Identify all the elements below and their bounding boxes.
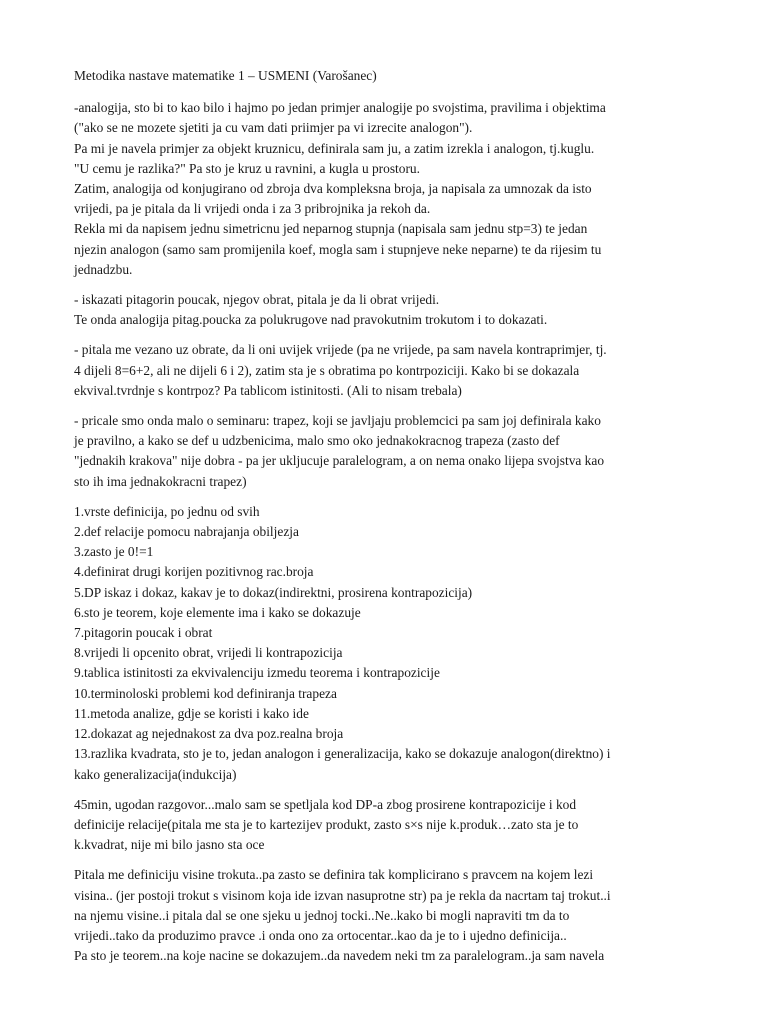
text-line: ekvival.tvrdnje s kontrpoz? Pa tablicom istinitosti. (Ali to nisam trebala): [74, 382, 462, 398]
list-item: 13.razlika kvadrata, sto je to, jedan analogon i generalizacija, kako se dokazuje analogon(direktno) i: [74, 746, 611, 762]
list-item: 12.dokazat ag nejednakost za dva poz.realna broja: [74, 726, 344, 742]
list-item: 9.tablica istinitosti za ekvivalenciju izmedu teorema i kontrapozicije: [74, 665, 440, 681]
text-line: njezin analogon (samo sam promijenila koef, mogla sam i stupnjeve neke neparne) te da rijesim tu: [74, 241, 602, 257]
list-item: 4.definirat drugi korijen pozitivnog rac.broja: [74, 564, 314, 580]
list-item: kako generalizacija(indukcija): [74, 766, 237, 782]
text-line: - iskazati pitagorin poucak, njegov obrat, pitala je da li obrat vrijedi.: [74, 292, 440, 308]
list-item: 7.pitagorin poucak i obrat: [74, 625, 213, 641]
list-item: 6.sto je teorem, koje elemente ima i kako se dokazuje: [74, 604, 361, 620]
text-line: 4 dijeli 8=6+2, ali ne dijeli 6 i 2), zatim sta je s obratima po kontrpoziciji. Kako bi se dokazala: [74, 362, 580, 378]
text-line: sto ih ima jednakokracni trapez): [74, 473, 247, 489]
list-item: 8.vrijedi li opcenito obrat, vrijedi li kontrapozicija: [74, 645, 343, 661]
list-item: 3.zasto je 0!=1: [74, 544, 154, 560]
text-line: "jednakih krakova" nije dobra - pa jer ukljucuje paralelogram, a on nema onako lijepa svojstva kao: [74, 453, 605, 469]
document-page: [74, 66, 696, 976]
question-list: [74, 502, 696, 785]
document-title: Metodika nastave matematike 1 – USMENI (Varošanec): [74, 68, 377, 83]
paragraph-analogija: [74, 98, 696, 280]
text-line: Zatim, analogija od konjugirano od zbroja dva kompleksna broja, ja napisala za umnozak da isto: [74, 181, 592, 197]
text-line: Pa mi je navela primjer za objekt kruznicu, definirala sam ju, a zatim izrekla i analogon, tj.kuglu.: [74, 140, 595, 156]
paragraph-45min: [74, 795, 696, 856]
list-item: 5.DP iskaz i dokaz, kakav je to dokaz(indirektni, prosirena kontrapozicija): [74, 584, 473, 600]
text-line: - pricale smo onda malo o seminaru: trapez, koji se javljaju problemcici pa sam joj definirala kako: [74, 413, 601, 429]
text-line: k.kvadrat, nije mi bilo jasno sta oce: [74, 837, 265, 853]
text-line: ("ako se ne mozete sjetiti ja cu vam dati priimjer pa vi izrecite analogon").: [74, 120, 473, 136]
text-line: vrijedi, pa je pitala da li vrijedi onda i za 3 pribrojnika ja rekoh da.: [74, 201, 431, 217]
text-line: na njemu visine..i pitala dal se one sjeku u jednoj tocki..Ne..kako bi mogli napraviti tm da to: [74, 907, 570, 923]
text-line: definicije relacije(pitala me sta je to kartezijev produkt, zasto s×s nije k.produk…zato sta je to: [74, 816, 579, 832]
list-item: 11.metoda analize, gdje se koristi i kako ide: [74, 705, 309, 721]
text-line: visina.. (jer postoji trokut s visinom koja ide izvan nasuprotne str) pa je rekla da nacrtam taj trokut..i: [74, 887, 611, 903]
text-line: jednadzbu.: [74, 261, 133, 277]
text-line: Pitala me definiciju visine trokuta..pa zasto se definira tak komplicirano s pravcem na kojem lezi: [74, 867, 594, 883]
text-line: -analogija, sto bi to kao bilo i hajmo po jedan primjer analogije po svojstima, pravilima i objektima: [74, 100, 606, 116]
text-line: je pravilno, a kako se def u udzbenicima, malo smo oko jednakokracnog trapeza (zasto def: [74, 433, 560, 449]
text-line: Rekla mi da napisem jednu simetricnu jed neparnog stupnja (napisala sam jednu stp=3) te jedan: [74, 221, 588, 237]
text-line: 45min, ugodan razgovor...malo sam se spetljala kod DP-a zbog prosirene kontrapozicije i kod: [74, 796, 577, 812]
text-line: Te onda analogija pitag.poucka za polukrugove nad pravokutnim trokutom i to dokazati.: [74, 312, 548, 328]
paragraph-seminar: [74, 411, 696, 492]
text-line: "U cemu je razlika?" Pa sto je kruz u ravnini, a kugla u prostoru.: [74, 160, 420, 176]
list-item: 2.def relacije pomocu nabrajanja obiljezja: [74, 524, 299, 540]
text-line: - pitala me vezano uz obrate, da li oni uvijek vrijede (pa ne vrijede, pa sam navela kontraprimjer, tj.: [74, 342, 607, 358]
paragraph-obrati: [74, 340, 696, 401]
text-line: Pa sto je teorem..na koje nacine se dokazujem..da navedem neki tm za paralelogram..ja sam navela: [74, 948, 605, 964]
list-item: 1.vrste definicija, po jednu od svih: [74, 503, 260, 519]
paragraph-visina-trokuta: [74, 865, 696, 966]
paragraph-pitagorin-poucak: [74, 290, 696, 330]
text-line: vrijedi..tako da produzimo pravce .i onda ono za ortocentar..kao da je to i ujedno definicija..: [74, 927, 567, 943]
list-item: 10.terminoloski problemi kod definiranja trapeza: [74, 685, 337, 701]
